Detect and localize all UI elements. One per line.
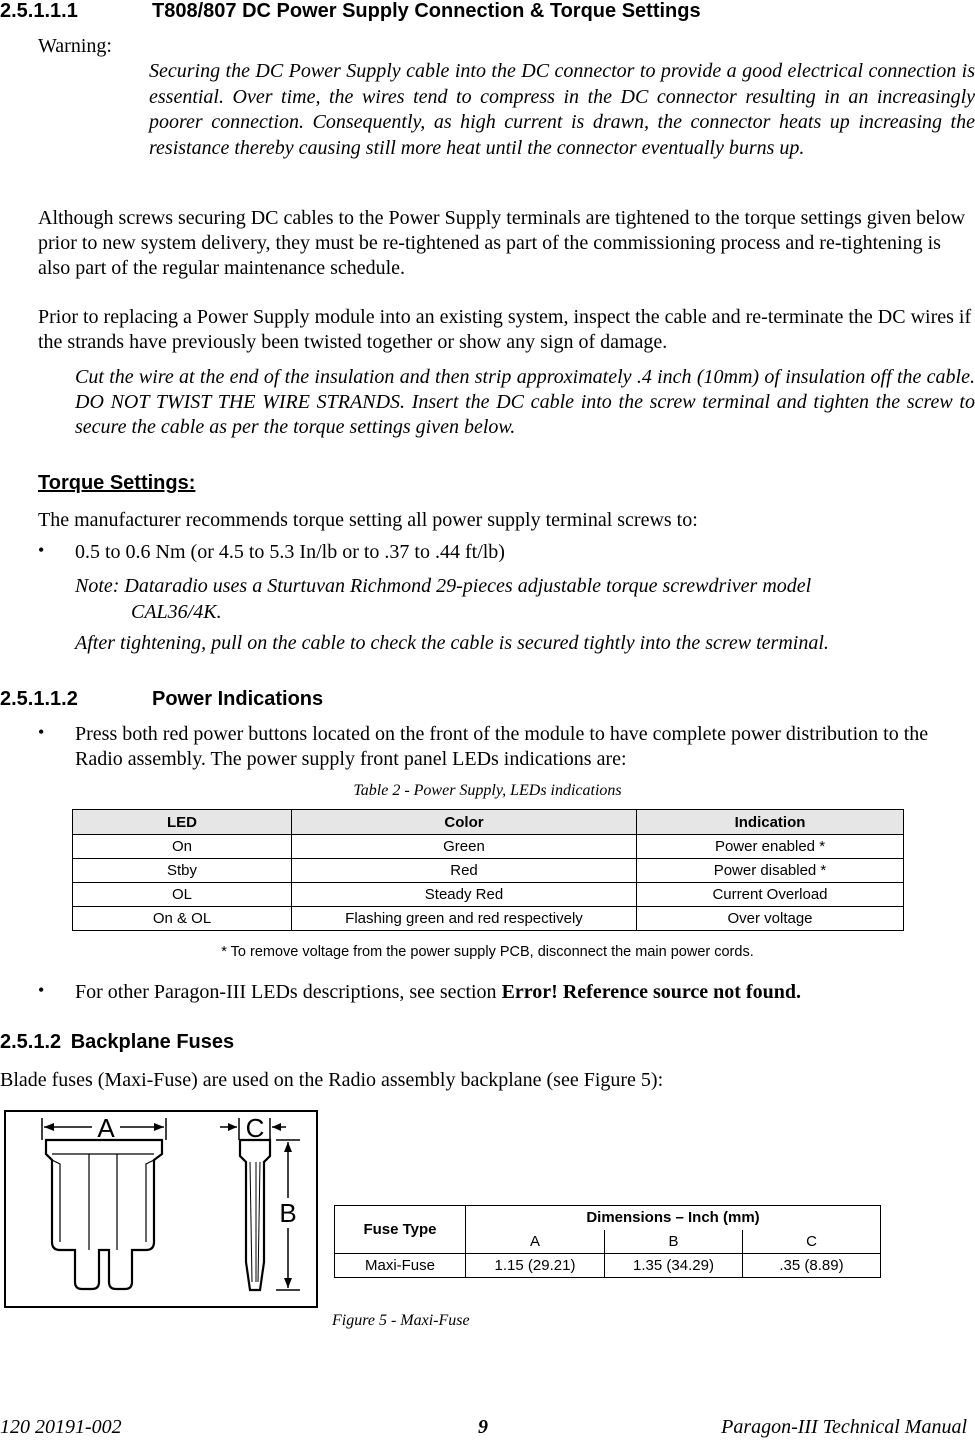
- bullet-icon: •: [38, 980, 45, 1000]
- warning-text: Securing the DC Power Supply cable into the DC connector to provide a good electrical connection is essential. Over time, the wires tend to compress in the DC connector resulting in an increasingly poorer connection. Consequently, as high current is drawn, the connector heats up increasing the resistance thereby causing still more heat until the connector eventually burns up.: [149, 60, 975, 159]
- table-row: [73, 859, 904, 883]
- paragraph-torque-delivery: Although screws securing DC cables to the Power Supply terminals are tightened to the torque settings given below prior to new system delivery, they must be re-tightened as part of the commissioning process and re-tightening is also part of the regular maintenance schedule.: [38, 207, 966, 279]
- reference-prefix: For other Paragon-III LEDs descriptions, see section: [75, 981, 502, 1003]
- table-cell: Steady Red: [292, 883, 637, 907]
- table-caption: Table 2 - Power Supply, LEDs indications: [353, 782, 622, 799]
- section-title: Power Indications: [152, 688, 324, 710]
- table-cell: 1.35 (34.29): [605, 1254, 743, 1278]
- section-title: T808/807 DC Power Supply Connection & Torque Settings: [152, 0, 701, 22]
- table-cell: OL: [73, 883, 292, 907]
- torque-intro: The manufacturer recommends torque setting all power supply terminal screws to:: [38, 509, 698, 531]
- table-cell: Green: [292, 835, 637, 859]
- section-title: Backplane Fuses: [70, 1031, 235, 1053]
- torque-note-line2: CAL36/4K.: [131, 601, 222, 623]
- header-color: Color: [292, 810, 637, 835]
- header-dimensions: Dimensions – Inch (mm): [466, 1206, 881, 1230]
- table-cell: Stby: [73, 859, 292, 883]
- footer-page-number: 9: [478, 1416, 488, 1438]
- table-cell: On: [73, 835, 292, 859]
- led-table: [72, 809, 904, 931]
- table-cell: Current Overload: [637, 883, 904, 907]
- dimension-label-a: A: [97, 1113, 115, 1143]
- section-heading-2-5-1-1-2: [0, 688, 324, 711]
- torque-value: 0.5 to 0.6 Nm (or 4.5 to 5.3 In/lb or to .37 to .44 ft/lb): [75, 541, 505, 563]
- table-cell: 1.15 (29.21): [466, 1254, 605, 1278]
- footer-doc-number: 120 20191-002: [0, 1416, 122, 1438]
- subheader-a: A: [466, 1230, 605, 1254]
- table-cell: On & OL: [73, 907, 292, 931]
- table-row: [335, 1254, 881, 1278]
- table-header-row: [73, 810, 904, 835]
- section-heading-2-5-1-2: [0, 1031, 234, 1054]
- dimension-label-b: B: [279, 1198, 297, 1228]
- table-cell: .35 (8.89): [743, 1254, 881, 1278]
- torque-heading: Torque Settings:: [38, 472, 196, 494]
- bullet-icon: •: [38, 540, 45, 560]
- table-cell: Power enabled *: [637, 835, 904, 859]
- section-number: 2.5.1.1.2: [0, 688, 78, 710]
- table-footnote: * To remove voltage from the power supply PCB, disconnect the main power cords.: [221, 944, 754, 960]
- header-led: LED: [73, 810, 292, 835]
- led-reference-text: [75, 980, 801, 1005]
- subheader-c: C: [743, 1230, 881, 1254]
- section-heading-2-5-1-1-1: [0, 0, 701, 23]
- table-cell: Maxi-Fuse: [335, 1254, 466, 1278]
- table-cell: Flashing green and red respectively: [292, 907, 637, 931]
- maxi-fuse-figure: [4, 1110, 318, 1308]
- table-cell: Over voltage: [637, 907, 904, 931]
- figure-caption: Figure 5 - Maxi-Fuse: [332, 1312, 470, 1329]
- table-header-row: [335, 1206, 881, 1230]
- section-number: 2.5.1.1.1: [0, 0, 78, 22]
- subheader-b: B: [605, 1230, 743, 1254]
- table-row: [73, 907, 904, 931]
- maxi-fuse-drawing: [6, 1112, 316, 1306]
- torque-note-line1: Note: Dataradio uses a Sturtuvan Richmond 29-pieces adjustable torque screwdriver model: [75, 575, 812, 597]
- warning-label: Warning:: [38, 35, 112, 57]
- header-indication: Indication: [637, 810, 904, 835]
- table-cell: Power disabled *: [637, 859, 904, 883]
- reference-error[interactable]: Error! Reference source not found.: [501, 981, 801, 1003]
- fuse-dimensions-table: [334, 1205, 881, 1278]
- section-number: 2.5.1.2: [0, 1031, 62, 1053]
- table-row: [73, 883, 904, 907]
- footer-manual-title: Paragon-III Technical Manual: [721, 1416, 967, 1438]
- table-row: [73, 835, 904, 859]
- fuses-paragraph: Blade fuses (Maxi-Fuse) are used on the Radio assembly backplane (see Figure 5):: [0, 1069, 664, 1091]
- header-fuse-type: Fuse Type: [335, 1206, 466, 1254]
- torque-after: After tightening, pull on the cable to check the cable is secured tightly into the screw terminal.: [75, 632, 829, 654]
- power-buttons-text: Press both red power buttons located on the front of the module to have complete power distribution to the Radio assembly. The power supply front panel LEDs indications are:: [75, 723, 929, 770]
- table-cell: Red: [292, 859, 637, 883]
- bullet-icon: •: [38, 722, 45, 742]
- paragraph-cut-wire: Cut the wire at the end of the insulation and then strip approximately .4 inch (10mm) of insulation off the cable. DO NOT TWIST THE WIRE STRANDS. Insert the DC cable into the screw terminal and tighten the screw to secure the cable as per the torque settings given below.: [75, 366, 975, 438]
- paragraph-replacing-module: Prior to replacing a Power Supply module into an existing system, inspect the cable and re-terminate the DC wires if the strands have previously been twisted together or show any sign of damage.: [38, 306, 972, 353]
- dimension-label-c: C: [245, 1113, 265, 1143]
